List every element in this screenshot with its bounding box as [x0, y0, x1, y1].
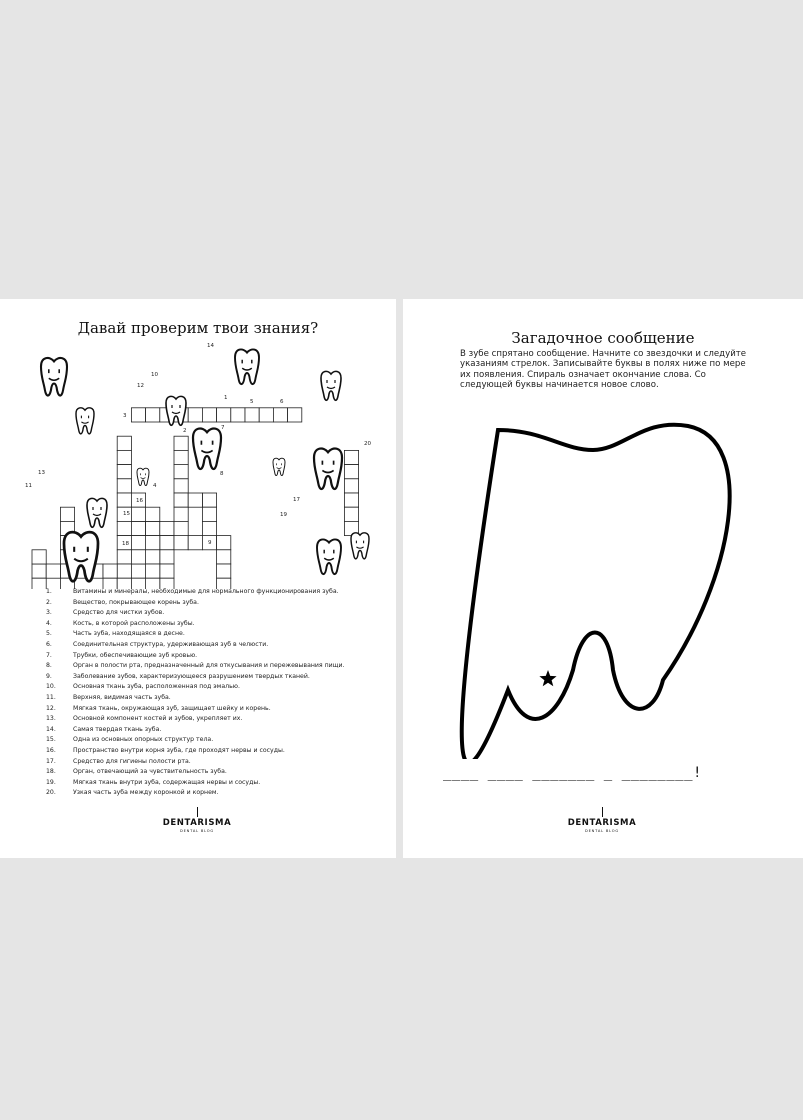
crossword-cell [202, 493, 216, 507]
clue-number: 3. [46, 609, 52, 617]
clue-number: 17. [46, 757, 56, 765]
crossword-cell [273, 408, 287, 422]
crossword-cell [174, 479, 188, 493]
clue-text: Самая твердая ткань зуба. [73, 725, 162, 733]
crossword-cell [103, 564, 117, 578]
crossword-cell [174, 436, 188, 450]
crossword-cell [131, 507, 145, 521]
crossword-cell [131, 521, 145, 535]
clue-number: 6. [46, 640, 52, 648]
clue-number: 20. [46, 789, 56, 797]
crossword-cell [202, 408, 216, 422]
crossword-cell [217, 536, 231, 550]
crossword-cell [131, 564, 145, 578]
start-star-icon [539, 670, 556, 686]
clue-number-label: 18 [122, 541, 129, 547]
instructions-text: В зубе спрятано сообщение. Начните со звездочки и следуйте указаниям стрелок. Записывайте буквы в полях ниже по мере их появления. Спираль означает окончание слова. Со следующей буквы начинается новое слово. [460, 349, 747, 391]
crossword-cell [174, 507, 188, 521]
cartoon-tooth-icon [321, 371, 341, 400]
cartoon-tooth-icon [317, 539, 341, 574]
clue-number-label: 4 [153, 483, 157, 489]
cartoon-tooth-icon [273, 458, 285, 475]
clue-item [46, 640, 345, 651]
clue-text: Одна из основных опорных структур тела. [73, 736, 214, 744]
clue-item [46, 608, 345, 619]
crossword-cell [46, 564, 60, 578]
clue-item [46, 735, 345, 746]
cartoon-tooth-icon [235, 349, 259, 384]
clue-number-label: 9 [208, 540, 212, 546]
answer-blanks[interactable]: ____ ____ _______ _ ________! [443, 765, 702, 781]
crossword-cell [146, 521, 160, 535]
clue-number-label: 1 [224, 395, 228, 401]
crossword-cell [32, 564, 46, 578]
cartoon-tooth-icon [314, 449, 342, 489]
crossword-cell [146, 536, 160, 550]
clue-number: 11. [46, 693, 56, 701]
clue-text: Средство для чистки зубов. [73, 609, 165, 617]
clue-number: 14. [46, 725, 56, 733]
crossword-cell [188, 536, 202, 550]
mystery-message-page [403, 299, 803, 858]
cartoon-tooth-icon [351, 533, 369, 559]
crossword-cell [344, 450, 358, 464]
clue-item [46, 757, 345, 768]
clue-text: Средство для гигиены полости рта. [73, 757, 191, 765]
clue-item [46, 693, 345, 704]
clue-item [46, 661, 345, 672]
crossword-cell [160, 521, 174, 535]
clue-text: Соединительная структура, удерживающая зуб в челюсти. [73, 640, 269, 648]
clue-number-label: 19 [280, 512, 287, 518]
clue-number-label: 3 [123, 413, 127, 419]
clue-number-label: 6 [280, 399, 284, 405]
crossword-cell [146, 507, 160, 521]
clue-item [46, 714, 345, 725]
clue-text: Основная ткань зуба, расположенная под эмалью. [73, 683, 240, 691]
crossword-cell [146, 408, 160, 422]
crossword-cell [117, 564, 131, 578]
crossword-cell [32, 550, 46, 564]
clue-number: 18. [46, 768, 56, 776]
crossword-grid [0, 299, 396, 589]
crossword-cell [344, 479, 358, 493]
clue-item [46, 672, 345, 683]
clue-item [46, 704, 345, 715]
cartoon-tooth-icon [76, 408, 94, 434]
crossword-cell [60, 507, 74, 521]
crossword-cell [146, 550, 160, 564]
dentarisma-logo: DENTARISMA DENTAL BLOG [557, 807, 647, 833]
clue-number: 16. [46, 746, 56, 754]
tooth-maze [403, 299, 803, 759]
crossword-cell [344, 507, 358, 521]
clue-item [46, 629, 345, 640]
clue-number: 10. [46, 683, 56, 691]
clue-text: Орган в полости рта, предназначенный для откусывания и пережевывания пищи. [73, 662, 345, 670]
clue-number-label: 20 [364, 441, 371, 447]
crossword-cell [344, 465, 358, 479]
crossword-cell [160, 536, 174, 550]
crossword-cell [131, 408, 145, 422]
crossword-cell [217, 564, 231, 578]
crossword-cell [217, 408, 231, 422]
clue-text: Орган, отвечающий за чувствительность зуба. [73, 768, 227, 776]
clue-item [46, 778, 345, 789]
clue-number-label: 12 [137, 383, 144, 389]
clue-item [46, 788, 345, 799]
crossword-cell [174, 465, 188, 479]
crossword-cell [188, 493, 202, 507]
cartoon-tooth-icon [87, 498, 107, 527]
crossword-cell [117, 479, 131, 493]
cartoon-tooth-icon [41, 358, 67, 396]
cartoon-tooth-icon [193, 429, 221, 469]
crossword-cell [160, 564, 174, 578]
clue-number: 19. [46, 778, 56, 786]
clue-number: 7. [46, 651, 52, 659]
clue-text: Мягкая ткань внутри зуба, содержащая нервы и сосуды. [73, 778, 261, 786]
crossword-cell [174, 536, 188, 550]
crossword-cell [288, 408, 302, 422]
crossword-cell [117, 493, 131, 507]
clue-number-label: 17 [293, 497, 300, 503]
clue-text: Верхняя, видимая часть зуба. [73, 693, 171, 701]
page-title: Загадочное сообщение [511, 329, 695, 347]
clue-number-label: 16 [136, 498, 143, 504]
crossword-cell [174, 493, 188, 507]
crossword-page [0, 299, 396, 858]
clue-number: 2. [46, 598, 52, 606]
crossword-cell [202, 521, 216, 535]
crossword-cell [217, 550, 231, 564]
crossword-cell [117, 436, 131, 450]
page-title: Давай проверим твои знания? [77, 319, 319, 337]
crossword-cell [231, 408, 245, 422]
tooth-outline [462, 425, 730, 759]
clue-item [46, 682, 345, 693]
clue-number: 13. [46, 715, 56, 723]
crossword-cell [117, 450, 131, 464]
clue-text: Пространство внутри корня зуба, где проходят нервы и сосуды. [73, 746, 285, 754]
clue-number-label: 8 [220, 471, 224, 477]
crossword-cell [117, 550, 131, 564]
clue-number-label: 10 [151, 372, 158, 378]
clue-item [46, 767, 345, 778]
clue-text: Витамины и минералы, необходимые для нормального функционирования зуба. [73, 588, 339, 595]
clue-number: 9. [46, 672, 52, 680]
clue-number-label: 14 [207, 343, 214, 349]
crossword-cell [174, 521, 188, 535]
clue-number-label: 5 [250, 399, 254, 405]
clue-item [46, 725, 345, 736]
clue-number: 15. [46, 736, 56, 744]
crossword-cell [117, 465, 131, 479]
clue-item [46, 598, 345, 609]
clue-list [46, 587, 345, 799]
clue-item [46, 651, 345, 662]
crossword-cell [160, 550, 174, 564]
clue-text: Заболевание зубов, характеризующееся разрушением твердых тканей. [73, 672, 310, 680]
cartoon-tooth-icon [137, 468, 149, 485]
crossword-cell [32, 578, 46, 589]
crossword-cell [245, 408, 259, 422]
clue-number-label: 15 [123, 511, 130, 517]
clue-item [46, 619, 345, 630]
crossword-cell [174, 450, 188, 464]
crossword-cell [146, 564, 160, 578]
clue-number-label: 7 [221, 425, 225, 431]
clue-text: Узкая часть зуба между коронкой и корнем. [73, 789, 219, 797]
clue-text: Мягкая ткань, окружающая зуб, защищает шейку и корень. [73, 704, 271, 712]
dentarisma-logo: DENTARISMA DENTAL BLOG [152, 807, 242, 833]
clue-number: 4. [46, 619, 52, 627]
clue-number-label: 13 [38, 470, 45, 476]
clue-text: Часть зуба, находящаяся в десне. [73, 630, 185, 638]
clue-item [46, 746, 345, 757]
crossword-cell [259, 408, 273, 422]
clue-number: 5. [46, 630, 52, 638]
clue-text: Трубки, обеспечивающие зуб кровью. [73, 651, 198, 659]
crossword-cell [117, 521, 131, 535]
clue-number: 1. [46, 588, 52, 595]
crossword-cell [188, 408, 202, 422]
clue-item [46, 587, 345, 598]
crossword-cell [344, 493, 358, 507]
crossword-cell [202, 507, 216, 521]
clue-text: Кость, в которой расположены зубы. [73, 619, 195, 627]
clue-number-label: 2 [183, 428, 187, 434]
clue-text: Основной компонент костей и зубов, укрепляет их. [73, 715, 243, 723]
crossword-cell [131, 550, 145, 564]
clue-number: 8. [46, 662, 52, 670]
crossword-cell [131, 536, 145, 550]
clue-text: Вещество, покрывающее корень зуба. [73, 598, 199, 606]
clue-number: 12. [46, 704, 56, 712]
clue-number-label: 11 [25, 483, 32, 489]
